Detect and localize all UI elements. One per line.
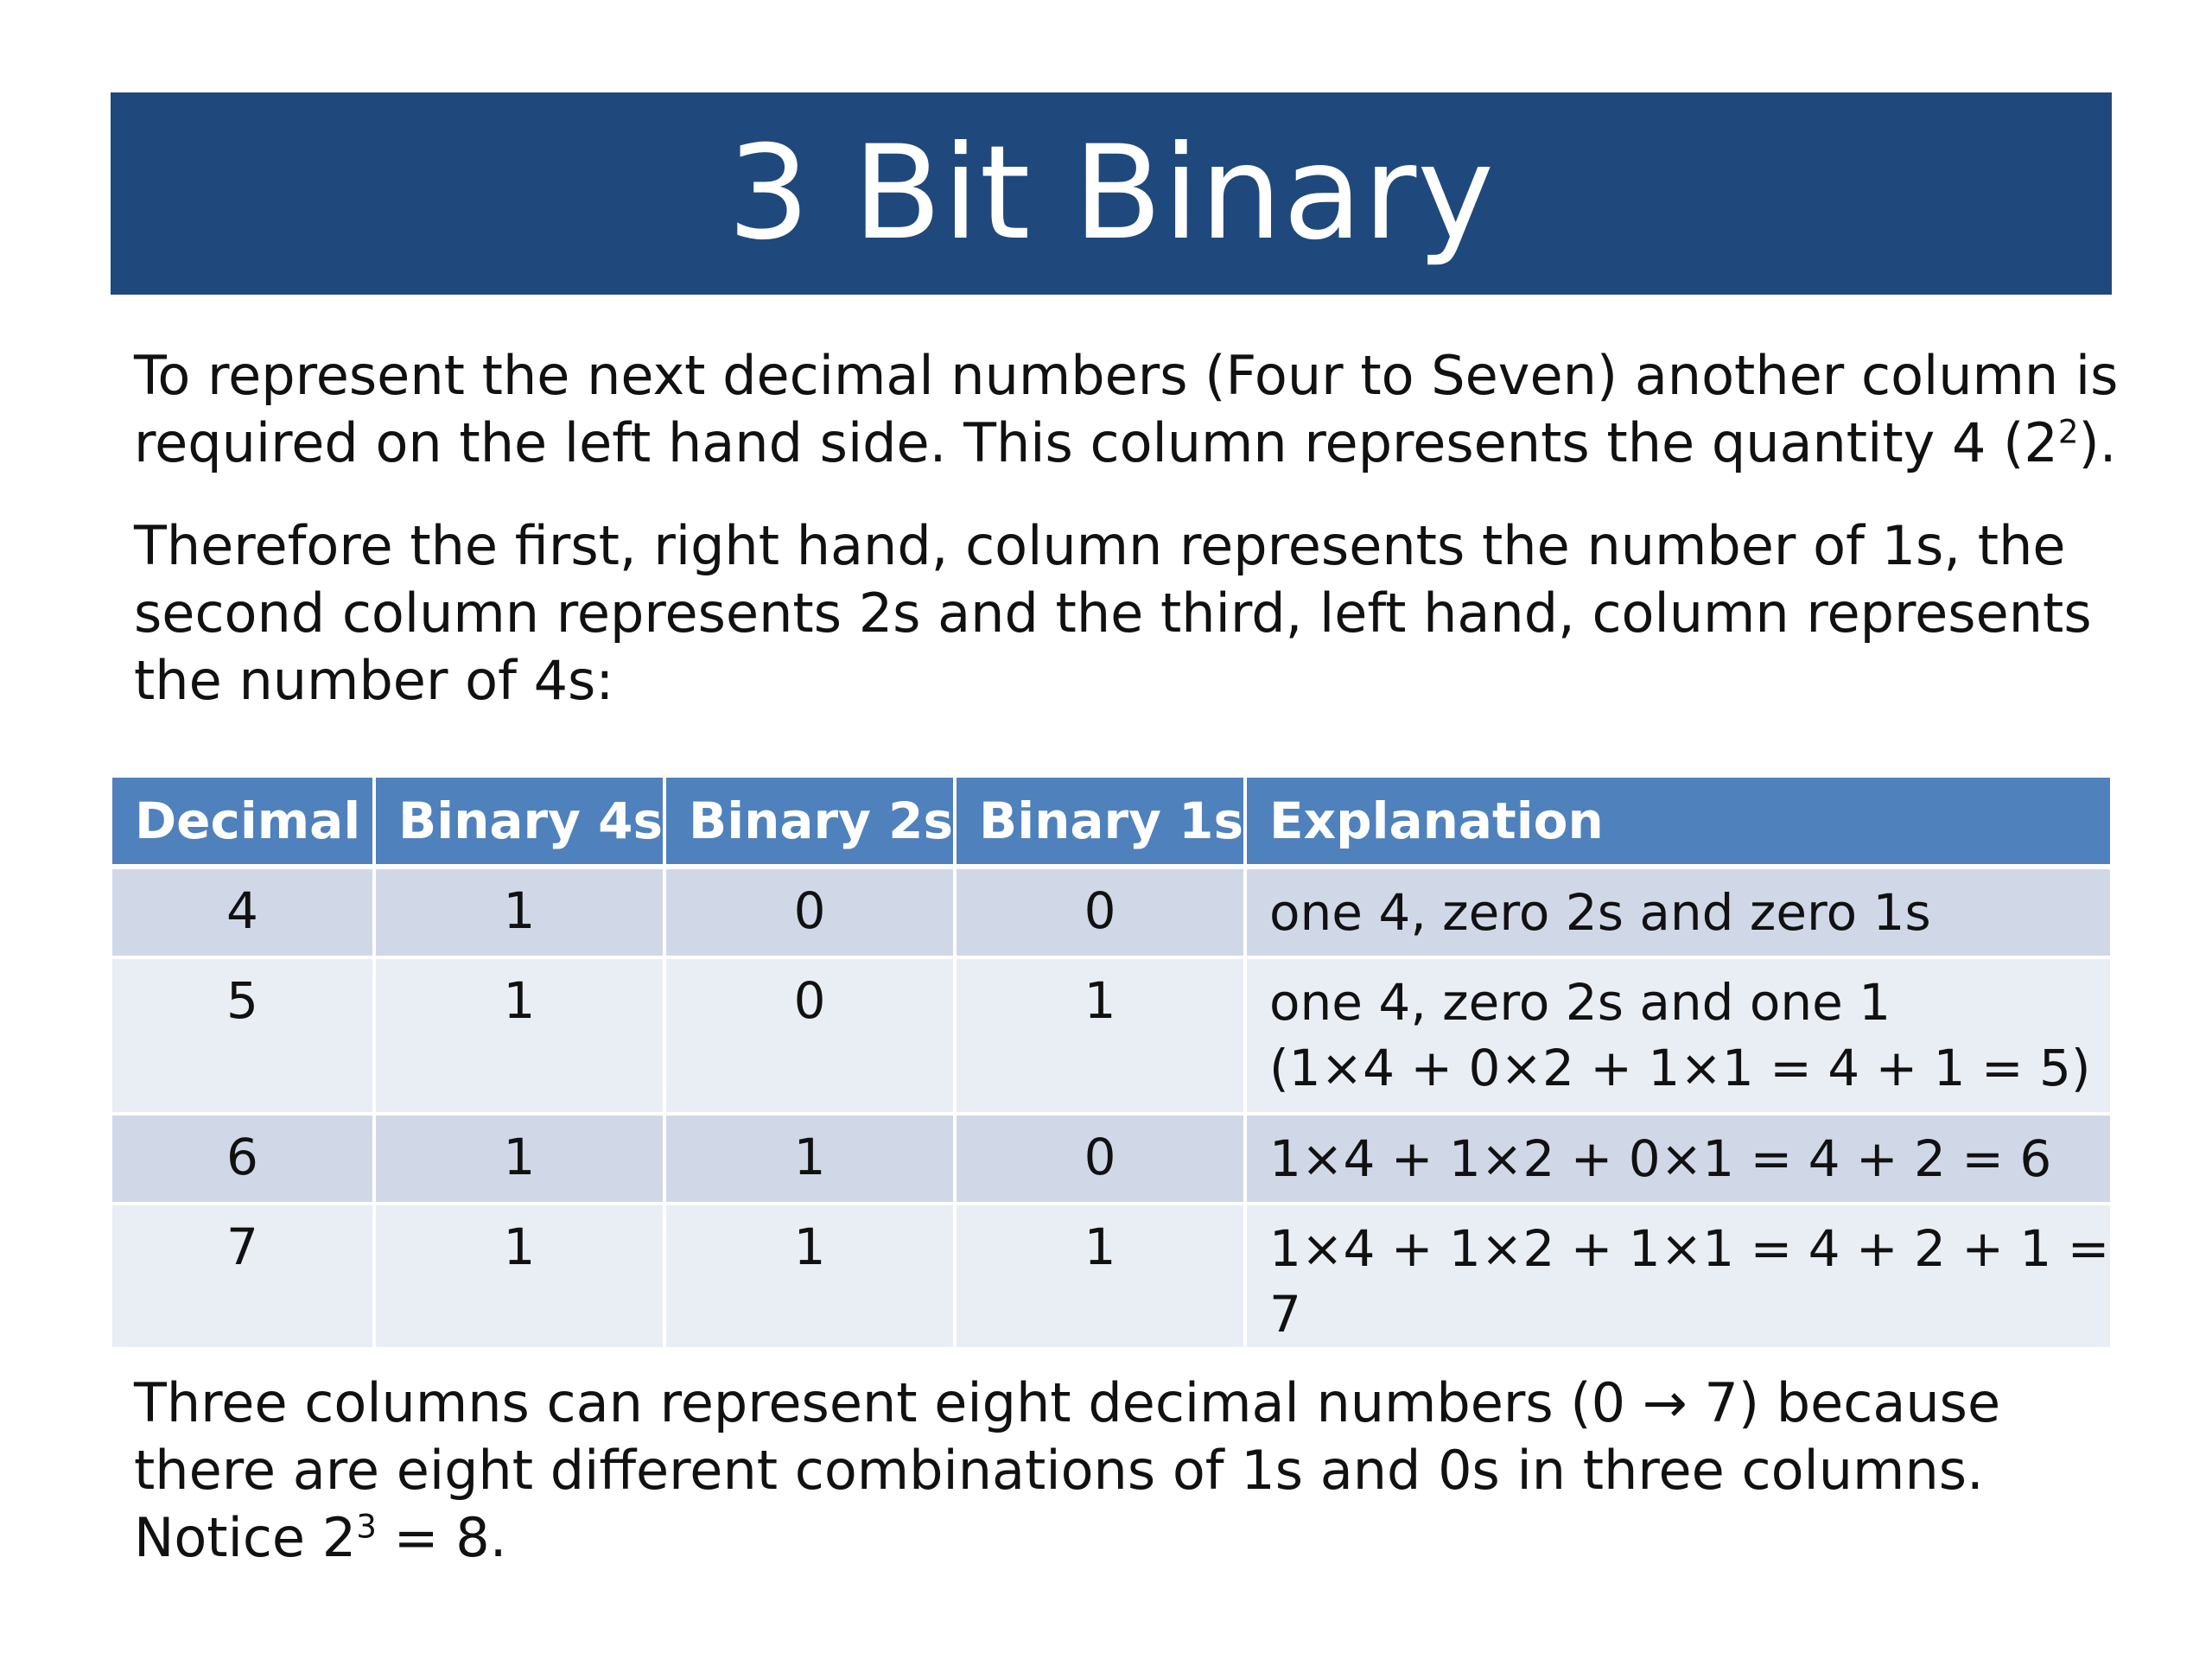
- header-binary-1s: Binary 1s: [957, 778, 1247, 869]
- header-decimal: Decimal: [112, 778, 376, 869]
- header-binary-2s: Binary 2s: [666, 778, 957, 869]
- cell-binary-4s: 1: [376, 869, 666, 959]
- cell-binary-1s: 0: [957, 869, 1247, 959]
- cell-decimal: 5: [112, 959, 376, 1116]
- explanation-text: one 4, zero 2s and one 1: [1269, 973, 1891, 1032]
- closing-end: = 8.: [376, 1506, 507, 1569]
- explanation-text: 1×4 + 1×2 + 0×1 = 4 + 2 = 6: [1269, 1129, 2052, 1188]
- intro-text: To represent the next decimal numbers (Four to Seven) another column is required on the left hand side. This column represents the quantity 4 (2: [134, 344, 2119, 474]
- header-binary-4s: Binary 4s: [376, 778, 666, 869]
- slide-title: 3 Bit Binary: [727, 118, 1496, 269]
- table-row: [112, 1205, 2110, 1351]
- cell-binary-2s: 0: [666, 959, 957, 1116]
- cell-explanation: [1247, 869, 2110, 959]
- binary-table: [112, 778, 2110, 1351]
- cell-binary-1s: 1: [957, 1205, 1247, 1351]
- intro-exponent: 2: [2057, 412, 2079, 451]
- closing-paragraph: [134, 1370, 2121, 1572]
- table-row: [112, 959, 2110, 1116]
- cell-explanation: [1247, 1205, 2110, 1351]
- table-row: [112, 869, 2110, 959]
- intro-paragraph: [134, 342, 2121, 477]
- cell-decimal: 4: [112, 869, 376, 959]
- cell-binary-2s: 0: [666, 869, 957, 959]
- cell-binary-4s: 1: [376, 1205, 666, 1351]
- title-bar: [111, 92, 2112, 295]
- cell-explanation: [1247, 1116, 2110, 1205]
- cell-binary-4s: 1: [376, 959, 666, 1116]
- cell-binary-1s: 0: [957, 1116, 1247, 1205]
- cell-binary-1s: 1: [957, 959, 1247, 1116]
- cell-binary-2s: 1: [666, 1205, 957, 1351]
- columns-paragraph: Therefore the first, right hand, column represents the number of 1s, the second column represents 2s and the third, left hand, column represents the number of 4s:: [134, 514, 2092, 712]
- intro-end: ).: [2078, 411, 2117, 474]
- closing-text: Three columns can represent eight decimal numbers (0 → 7) because there are eight different combinations of 1s and 0s in three columns. Notice 2: [134, 1371, 2001, 1569]
- cell-decimal: 6: [112, 1116, 376, 1205]
- cell-explanation: [1247, 959, 2110, 1116]
- cell-binary-2s: 1: [666, 1116, 957, 1205]
- closing-exponent: 3: [356, 1507, 377, 1546]
- table-header-row: [112, 778, 2110, 869]
- explanation-formula: (1×4 + 0×2 + 1×1 = 4 + 1 = 5): [1269, 1039, 2091, 1097]
- binary-table-container: [112, 778, 2110, 1351]
- explanation-text: one 4, zero 2s and zero 1s: [1269, 883, 1931, 942]
- cell-decimal: 7: [112, 1205, 376, 1351]
- table-row: [112, 1116, 2110, 1205]
- explanation-text: 1×4 + 1×2 + 1×1 = 4 + 2 + 1 = 7: [1269, 1219, 2110, 1344]
- header-explanation: Explanation: [1247, 778, 2110, 869]
- cell-binary-4s: 1: [376, 1116, 666, 1205]
